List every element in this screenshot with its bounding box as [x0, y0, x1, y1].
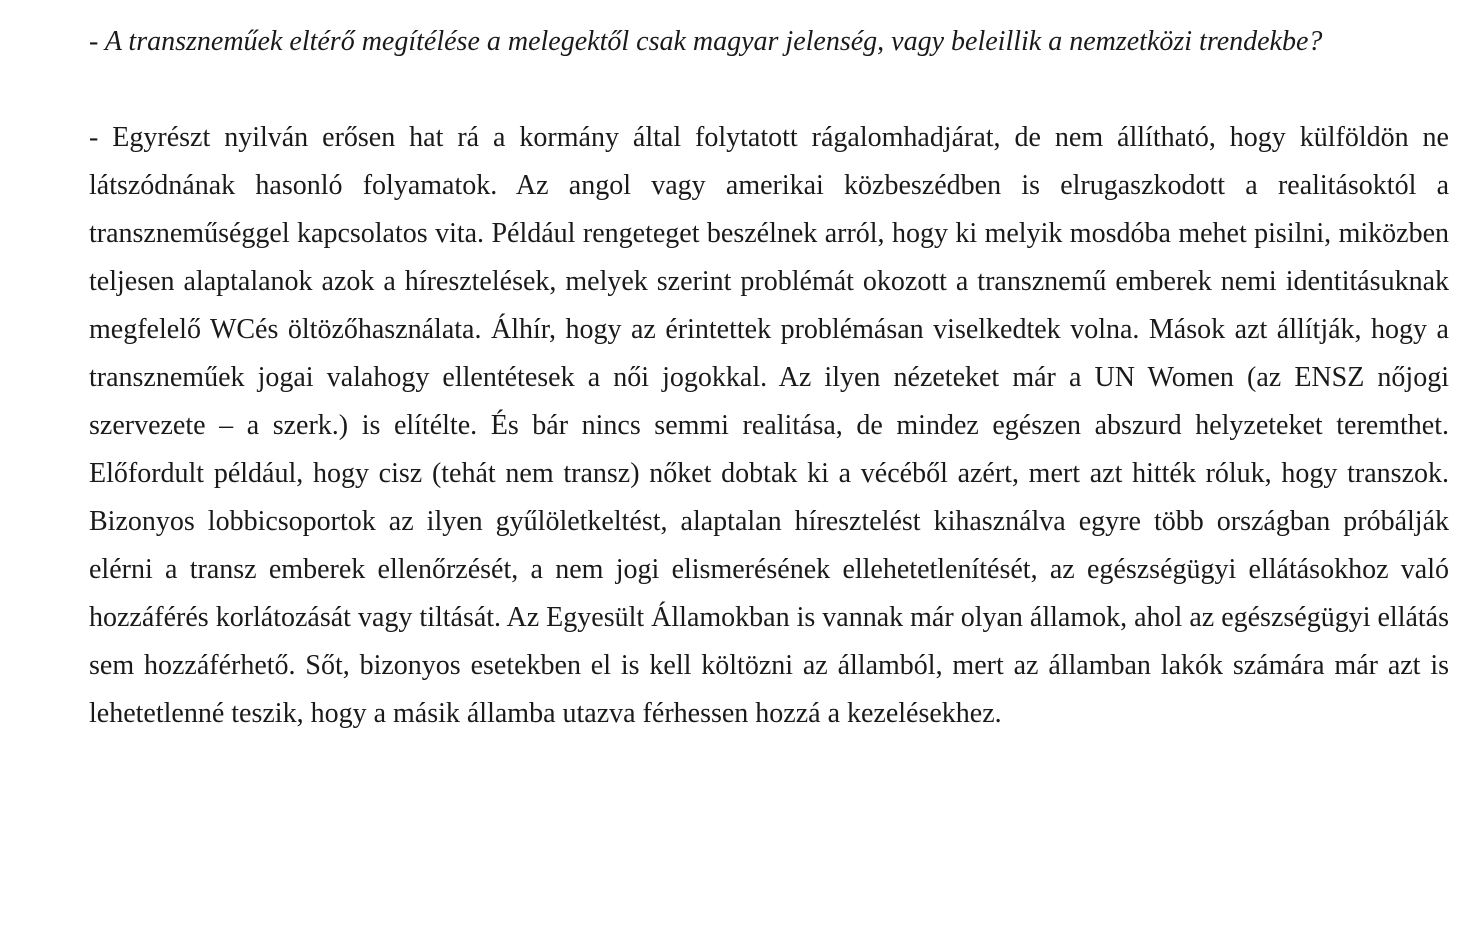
interview-answer: - Egyrészt nyilván erősen hat rá a kormány által folytatott rágalomhadjárat, de nem állítható, hogy külföldön ne látszódnának hasonló folyamatok. Az angol vagy amerikai közbeszédben is elrugaszkodott a realitásoktól a transzneműséggel kapcsolatos vita. Például rengeteget beszélnek arról, hogy ki melyik mosdóba mehet pisilni, miközben teljesen alaptalanok azok a híresztelések, melyek szerint problémát okozott a transznemű emberek nemi identitásuknak megfelelő WCés öltözőhasználata. Álhír, hogy az érintettek problémásan viselkedtek volna. Mások azt állítják, hogy a transzneműek jogai valahogy ellentétesek a női jogokkal. Az ilyen nézeteket már a UN Women (az ENSZ nőjogi szervezete – a szerk.) is elítélte. És bár nincs semmi realitása, de mindez egészen abszurd helyzeteket teremthet. Előfordult például, hogy cisz (tehát nem transz) nőket dobtak ki a vécéből azért, mert azt hitték róluk, hogy transzok. Bizonyos lobbicsoportok az ilyen gyűlöletkeltést, alaptalan híresztelést kihasználva egyre több országban próbálják elérni a transz emberek ellenőrzését, a nem jogi elismerésének ellehetetlenítését, az egészségügyi ellátásokhoz való hozzáférés korlátozását vagy tiltását. Az Egyesült Államokban is vannak már olyan államok, ahol az egészségügyi ellátás sem hozzáférhető. Sőt, bizonyos esetekben el is kell költözni az államból, mert az államban lakók számára már azt is lehetetlenné teszik, hogy a másik államba utazva férhessen hozzá a kezelésekhez. [89, 122, 1449, 729]
article-body [89, 18, 1449, 738]
interview-question: - A transzneműek eltérő megítélése a melegektől csak magyar jelenség, vagy beleillik a nemzetközi trendekbe? [89, 26, 1323, 57]
